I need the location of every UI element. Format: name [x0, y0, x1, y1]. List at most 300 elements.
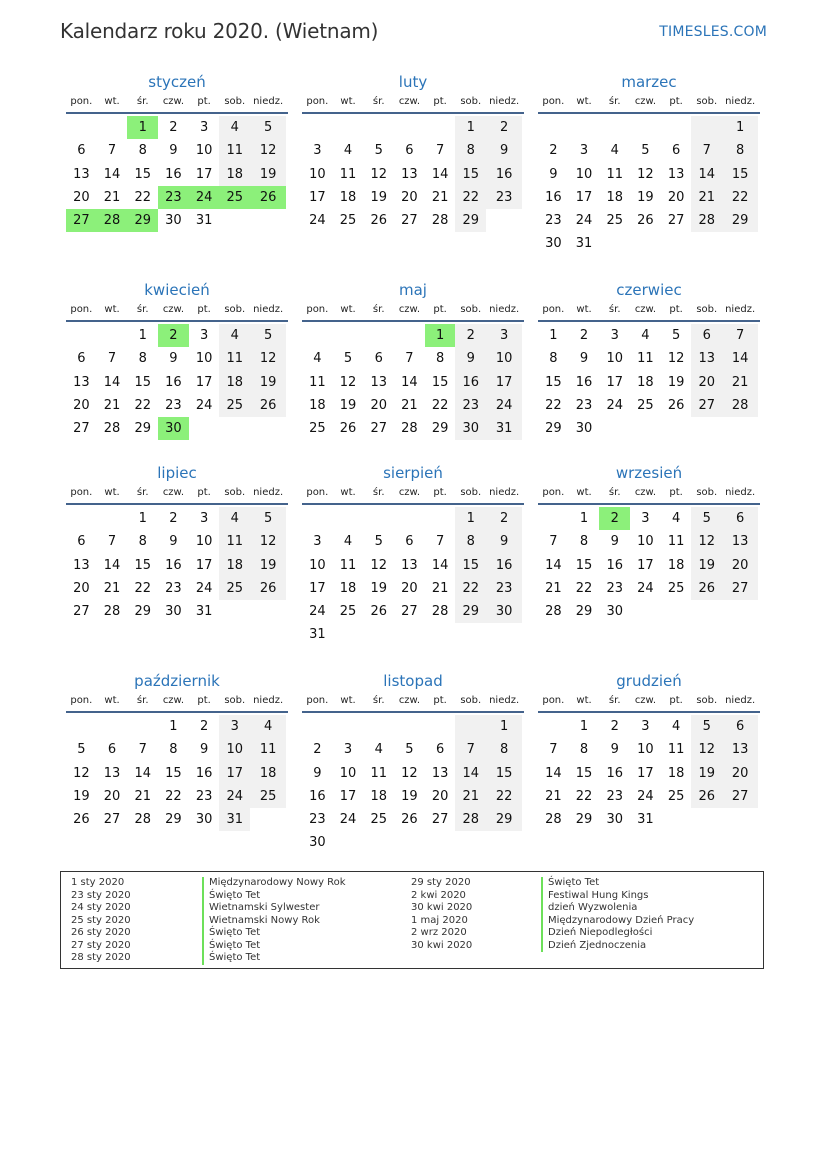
weekday-label: sob.: [460, 96, 482, 107]
week-row: [538, 186, 760, 209]
day-cell: 17: [339, 788, 357, 804]
week-row: [66, 808, 288, 831]
legend-names-left: [202, 877, 346, 965]
day-cell: 6: [691, 324, 722, 347]
day-cell: 4: [219, 507, 250, 530]
day-grid: [66, 324, 288, 440]
empty-cell: [394, 715, 425, 738]
month-name: sierpień: [383, 464, 443, 482]
day-cell: 6: [405, 534, 414, 550]
day-cell: 8: [169, 742, 178, 758]
day-cell: 20: [667, 189, 685, 205]
weekday-header: [538, 693, 760, 711]
day-cell: 18: [219, 554, 250, 577]
day-cell: 2: [169, 511, 178, 526]
empty-cell: [250, 209, 286, 232]
weekday-header: [302, 94, 524, 112]
legend-dates-right: [411, 877, 472, 952]
day-cell: 26: [370, 604, 387, 620]
day-cell: 15: [431, 374, 449, 390]
weekday-header: [538, 485, 760, 503]
empty-cell: [302, 507, 333, 530]
empty-cell: [538, 507, 569, 530]
day-cell: 26: [339, 421, 357, 437]
day-cell: 20: [722, 554, 758, 577]
day-cell: 5: [77, 742, 86, 758]
day-cell: 16: [309, 788, 326, 804]
empty-cell: [250, 808, 286, 831]
day-cell: 21: [103, 580, 121, 596]
month-0: [66, 72, 288, 232]
weekday-label: niedz.: [725, 304, 756, 315]
day-cell: 19: [250, 371, 286, 394]
day-cell: 7: [138, 742, 147, 758]
empty-cell: [661, 232, 692, 255]
legend-date: 2 kwi 2020: [411, 889, 466, 901]
day-cell: 21: [722, 371, 758, 394]
header-rule: [302, 503, 524, 505]
day-cell: 10: [606, 351, 623, 367]
day-cell: 3: [313, 534, 322, 550]
day-cell: 6: [107, 742, 117, 758]
day-cell: 23: [606, 580, 623, 596]
day-cell: 17: [309, 189, 326, 205]
empty-cell: [486, 623, 522, 646]
day-cell: 29: [134, 421, 151, 437]
week-row: [66, 186, 288, 209]
day-cell: 13: [691, 347, 722, 370]
day-cell: 25: [667, 788, 685, 804]
day-cell: 8: [138, 534, 147, 550]
weekday-label: niedz.: [725, 695, 756, 706]
empty-cell: [722, 232, 758, 255]
empty-cell: [127, 715, 158, 738]
day-cell: 9: [486, 530, 522, 553]
legend-names-right: [541, 877, 694, 952]
day-cell: 31: [195, 604, 213, 620]
day-cell: 15: [134, 166, 151, 182]
day-cell: 26: [401, 812, 418, 828]
day-cell: 8: [486, 738, 522, 761]
day-cell: 9: [169, 534, 178, 550]
day-cell: 21: [431, 189, 449, 205]
month-6: [66, 463, 288, 623]
day-cell: 25: [309, 421, 326, 437]
day-cell: 19: [339, 397, 357, 413]
day-cell: 30: [455, 417, 486, 440]
week-row: [538, 600, 760, 623]
day-cell: 4: [641, 328, 650, 343]
day-cell: 5: [374, 143, 383, 159]
legend-holiday-name: Święto Tet: [202, 940, 346, 953]
day-cell: 15: [722, 163, 758, 186]
legend-date: 27 sty 2020: [71, 939, 131, 951]
empty-cell: [66, 116, 97, 139]
day-cell: 6: [722, 507, 758, 530]
day-cell: 27: [370, 421, 387, 437]
day-cell: 15: [165, 765, 182, 781]
day-cell: 29: [545, 421, 562, 437]
week-row: [66, 762, 288, 785]
week-row: [538, 347, 760, 370]
weekday-label: niedz.: [489, 695, 520, 706]
holiday-day-cell: 23: [158, 186, 189, 209]
empty-cell: [455, 623, 486, 646]
day-cell: 25: [219, 577, 250, 600]
day-cell: 12: [339, 374, 357, 390]
weekday-label: pon.: [542, 304, 565, 315]
empty-cell: [302, 324, 333, 347]
weekday-label: pon.: [542, 695, 565, 706]
week-row: [538, 209, 760, 232]
empty-cell: [219, 600, 250, 623]
day-cell: 9: [313, 765, 322, 781]
legend-holiday-name: Międzynarodowy Dzień Pracy: [541, 915, 694, 928]
month-name: czerwiec: [616, 281, 682, 299]
week-row: [66, 394, 288, 417]
day-cell: 18: [637, 374, 654, 390]
weekday-label: pon.: [70, 487, 93, 498]
empty-cell: [333, 324, 364, 347]
empty-cell: [302, 116, 333, 139]
day-cell: 17: [575, 189, 593, 205]
empty-cell: [661, 417, 692, 440]
day-cell: 9: [610, 742, 619, 758]
legend-holiday-name: Wietnamski Nowy Rok: [202, 915, 346, 928]
day-cell: 8: [579, 742, 589, 758]
day-cell: 21: [545, 788, 562, 804]
day-cell: 2: [549, 143, 558, 159]
weekday-label: pt.: [669, 96, 683, 107]
day-cell: 30: [606, 812, 623, 828]
day-cell: 24: [637, 788, 654, 804]
day-cell: 11: [219, 139, 250, 162]
day-cell: 28: [431, 604, 449, 620]
holiday-day-cell: 2: [158, 324, 189, 347]
day-cell: 20: [401, 580, 418, 596]
day-cell: 9: [169, 143, 178, 159]
weekday-label: śr.: [608, 487, 621, 498]
day-cell: 19: [250, 554, 286, 577]
day-cell: 18: [219, 371, 250, 394]
weekday-label: sob.: [460, 487, 482, 498]
week-row: [66, 139, 288, 162]
day-cell: 12: [691, 738, 722, 761]
day-cell: 8: [435, 351, 445, 367]
day-cell: 16: [165, 557, 182, 573]
empty-cell: [250, 417, 286, 440]
month-11: [538, 671, 760, 831]
day-cell: 10: [195, 534, 213, 550]
empty-cell: [219, 417, 250, 440]
weekday-label: czw.: [634, 695, 656, 706]
empty-cell: [250, 600, 286, 623]
day-cell: 1: [549, 328, 558, 343]
empty-cell: [363, 116, 394, 139]
week-row: [302, 623, 524, 646]
day-cell: 29: [722, 209, 758, 232]
week-row: [66, 371, 288, 394]
empty-cell: [455, 715, 486, 738]
day-cell: 9: [486, 139, 522, 162]
day-cell: 12: [370, 166, 387, 182]
weekday-header: [302, 485, 524, 503]
day-cell: 11: [667, 742, 685, 758]
week-row: [302, 163, 524, 186]
day-cell: 4: [250, 715, 286, 738]
day-cell: 11: [309, 374, 326, 390]
week-row: [538, 394, 760, 417]
weekday-label: niedz.: [489, 487, 520, 498]
day-cell: 22: [134, 189, 151, 205]
weekday-label: śr.: [372, 304, 385, 315]
weekday-label: pon.: [70, 695, 93, 706]
empty-cell: [97, 507, 128, 530]
month-name: wrzesień: [615, 464, 683, 482]
week-row: [538, 808, 760, 831]
weekday-label: śr.: [136, 96, 149, 107]
day-grid: [302, 324, 524, 440]
day-cell: 16: [606, 765, 623, 781]
empty-cell: [630, 232, 661, 255]
weekday-label: sob.: [696, 304, 718, 315]
empty-cell: [302, 715, 333, 738]
day-cell: 10: [195, 143, 213, 159]
day-cell: 3: [579, 143, 589, 159]
holiday-day-cell: 24: [189, 186, 220, 209]
day-cell: 26: [691, 577, 722, 600]
weekday-label: niedz.: [489, 96, 520, 107]
day-cell: 20: [401, 189, 418, 205]
empty-cell: [363, 715, 394, 738]
week-row: [66, 785, 288, 808]
empty-cell: [630, 417, 661, 440]
day-cell: 29: [165, 812, 182, 828]
day-cell: 10: [637, 742, 654, 758]
day-cell: 11: [219, 347, 250, 370]
month-2: [538, 72, 760, 256]
weekday-label: śr.: [372, 487, 385, 498]
day-cell: 28: [103, 421, 121, 437]
legend-date: 24 sty 2020: [71, 902, 131, 913]
day-cell: 18: [370, 788, 387, 804]
day-grid: [66, 507, 288, 623]
day-cell: 19: [667, 374, 685, 390]
empty-cell: [363, 623, 394, 646]
day-cell: 7: [435, 143, 445, 159]
week-row: [66, 163, 288, 186]
day-cell: 10: [486, 347, 522, 370]
day-cell: 26: [637, 213, 654, 229]
empty-cell: [691, 600, 722, 623]
weekday-label: śr.: [136, 304, 149, 315]
day-cell: 9: [455, 347, 486, 370]
day-cell: 25: [339, 213, 357, 229]
day-cell: 29: [575, 604, 593, 620]
weekday-label: wt.: [104, 487, 120, 498]
week-row: [66, 116, 288, 139]
day-cell: 22: [134, 580, 151, 596]
week-row: [302, 394, 524, 417]
weekday-label: wt.: [576, 487, 592, 498]
weekday-label: pon.: [70, 304, 93, 315]
day-cell: 11: [667, 534, 685, 550]
day-cell: 28: [431, 213, 449, 229]
day-cell: 2: [610, 719, 619, 734]
day-cell: 8: [138, 351, 147, 367]
weekday-label: pon.: [306, 695, 329, 706]
weekday-label: pon.: [70, 96, 93, 107]
day-cell: 16: [165, 166, 182, 182]
weekday-label: pt.: [433, 487, 447, 498]
empty-cell: [333, 116, 364, 139]
week-row: [302, 554, 524, 577]
day-grid: [66, 116, 288, 232]
day-cell: 23: [486, 186, 522, 209]
day-cell: 24: [339, 812, 357, 828]
empty-cell: [599, 116, 630, 139]
day-cell: 30: [195, 812, 213, 828]
weekday-label: sob.: [460, 695, 482, 706]
empty-cell: [722, 808, 758, 831]
week-row: [66, 507, 288, 530]
weekday-label: pon.: [542, 487, 565, 498]
weekday-label: wt.: [104, 695, 120, 706]
month-name: październik: [134, 672, 220, 690]
day-cell: 10: [309, 557, 326, 573]
day-cell: 1: [455, 116, 486, 139]
month-name: marzec: [621, 73, 677, 91]
empty-cell: [333, 623, 364, 646]
empty-cell: [394, 116, 425, 139]
day-cell: 18: [339, 189, 357, 205]
weekday-label: pon.: [542, 96, 565, 107]
day-cell: 27: [667, 213, 685, 229]
day-cell: 3: [199, 511, 209, 526]
day-cell: 12: [250, 347, 286, 370]
empty-cell: [691, 808, 722, 831]
day-cell: 9: [549, 166, 558, 182]
day-cell: 3: [343, 742, 353, 758]
month-name: styczeń: [148, 73, 206, 91]
day-grid: [302, 116, 524, 232]
day-cell: 6: [374, 351, 383, 367]
weekday-label: niedz.: [253, 304, 284, 315]
day-cell: 8: [722, 139, 758, 162]
day-cell: 30: [309, 835, 326, 851]
day-cell: 4: [219, 324, 250, 347]
day-cell: 30: [165, 604, 182, 620]
empty-cell: [363, 324, 394, 347]
day-cell: 17: [195, 557, 213, 573]
empty-cell: [425, 507, 456, 530]
day-cell: 16: [455, 371, 486, 394]
day-cell: 24: [219, 785, 250, 808]
day-cell: 19: [637, 189, 654, 205]
weekday-label: czw.: [398, 487, 420, 498]
day-cell: 15: [486, 762, 522, 785]
day-cell: 19: [691, 554, 722, 577]
day-cell: 5: [691, 715, 722, 738]
week-row: [302, 139, 524, 162]
weekday-label: sob.: [460, 304, 482, 315]
week-row: [66, 347, 288, 370]
day-cell: 22: [431, 397, 449, 413]
weekday-label: czw.: [162, 96, 184, 107]
day-cell: 29: [575, 812, 593, 828]
empty-cell: [661, 600, 692, 623]
day-cell: 13: [401, 557, 418, 573]
day-cell: 4: [313, 351, 322, 367]
empty-cell: [661, 808, 692, 831]
day-cell: 23: [165, 580, 182, 596]
holiday-day-cell: 26: [250, 186, 286, 209]
day-cell: 22: [722, 186, 758, 209]
day-cell: 31: [637, 812, 654, 828]
weekday-label: pt.: [669, 487, 683, 498]
weekday-label: wt.: [576, 304, 592, 315]
weekday-label: wt.: [340, 695, 356, 706]
weekday-label: niedz.: [725, 487, 756, 498]
brand-link[interactable]: TIMESLES.COM: [659, 24, 767, 40]
day-cell: 1: [138, 328, 147, 343]
day-cell: 14: [431, 557, 449, 573]
day-cell: 4: [219, 116, 250, 139]
weekday-header: [66, 693, 288, 711]
day-cell: 17: [219, 762, 250, 785]
day-cell: 21: [545, 580, 562, 596]
weekday-label: śr.: [136, 487, 149, 498]
day-cell: 21: [455, 785, 486, 808]
day-cell: 6: [77, 351, 86, 367]
day-cell: 16: [486, 163, 522, 186]
day-cell: 14: [103, 557, 121, 573]
weekday-label: wt.: [104, 96, 120, 107]
empty-cell: [97, 324, 128, 347]
week-row: [66, 530, 288, 553]
day-cell: 16: [165, 374, 182, 390]
legend-holiday-name: Festiwal Hung Kings: [541, 890, 694, 903]
month-5: [538, 280, 760, 440]
day-cell: 19: [370, 580, 387, 596]
day-cell: 26: [370, 213, 387, 229]
weekday-label: sob.: [224, 487, 246, 498]
empty-cell: [569, 116, 600, 139]
holiday-day-cell: 30: [158, 417, 189, 440]
day-cell: 1: [138, 511, 147, 526]
day-cell: 28: [401, 421, 418, 437]
day-cell: 2: [486, 507, 522, 530]
month-4: [302, 280, 524, 440]
day-cell: 23: [545, 213, 562, 229]
month-name: listopad: [383, 672, 443, 690]
weekday-label: czw.: [634, 487, 656, 498]
weekday-label: czw.: [634, 96, 656, 107]
day-cell: 11: [219, 530, 250, 553]
empty-cell: [425, 715, 456, 738]
header-rule: [66, 320, 288, 322]
week-row: [66, 577, 288, 600]
day-cell: 27: [431, 812, 449, 828]
day-cell: 11: [606, 166, 623, 182]
empty-cell: [363, 831, 394, 854]
day-cell: 17: [309, 580, 326, 596]
weekday-label: wt.: [576, 695, 592, 706]
day-cell: 9: [579, 351, 589, 367]
empty-cell: [630, 600, 661, 623]
header-rule: [538, 112, 760, 114]
weekday-label: pon.: [306, 487, 329, 498]
